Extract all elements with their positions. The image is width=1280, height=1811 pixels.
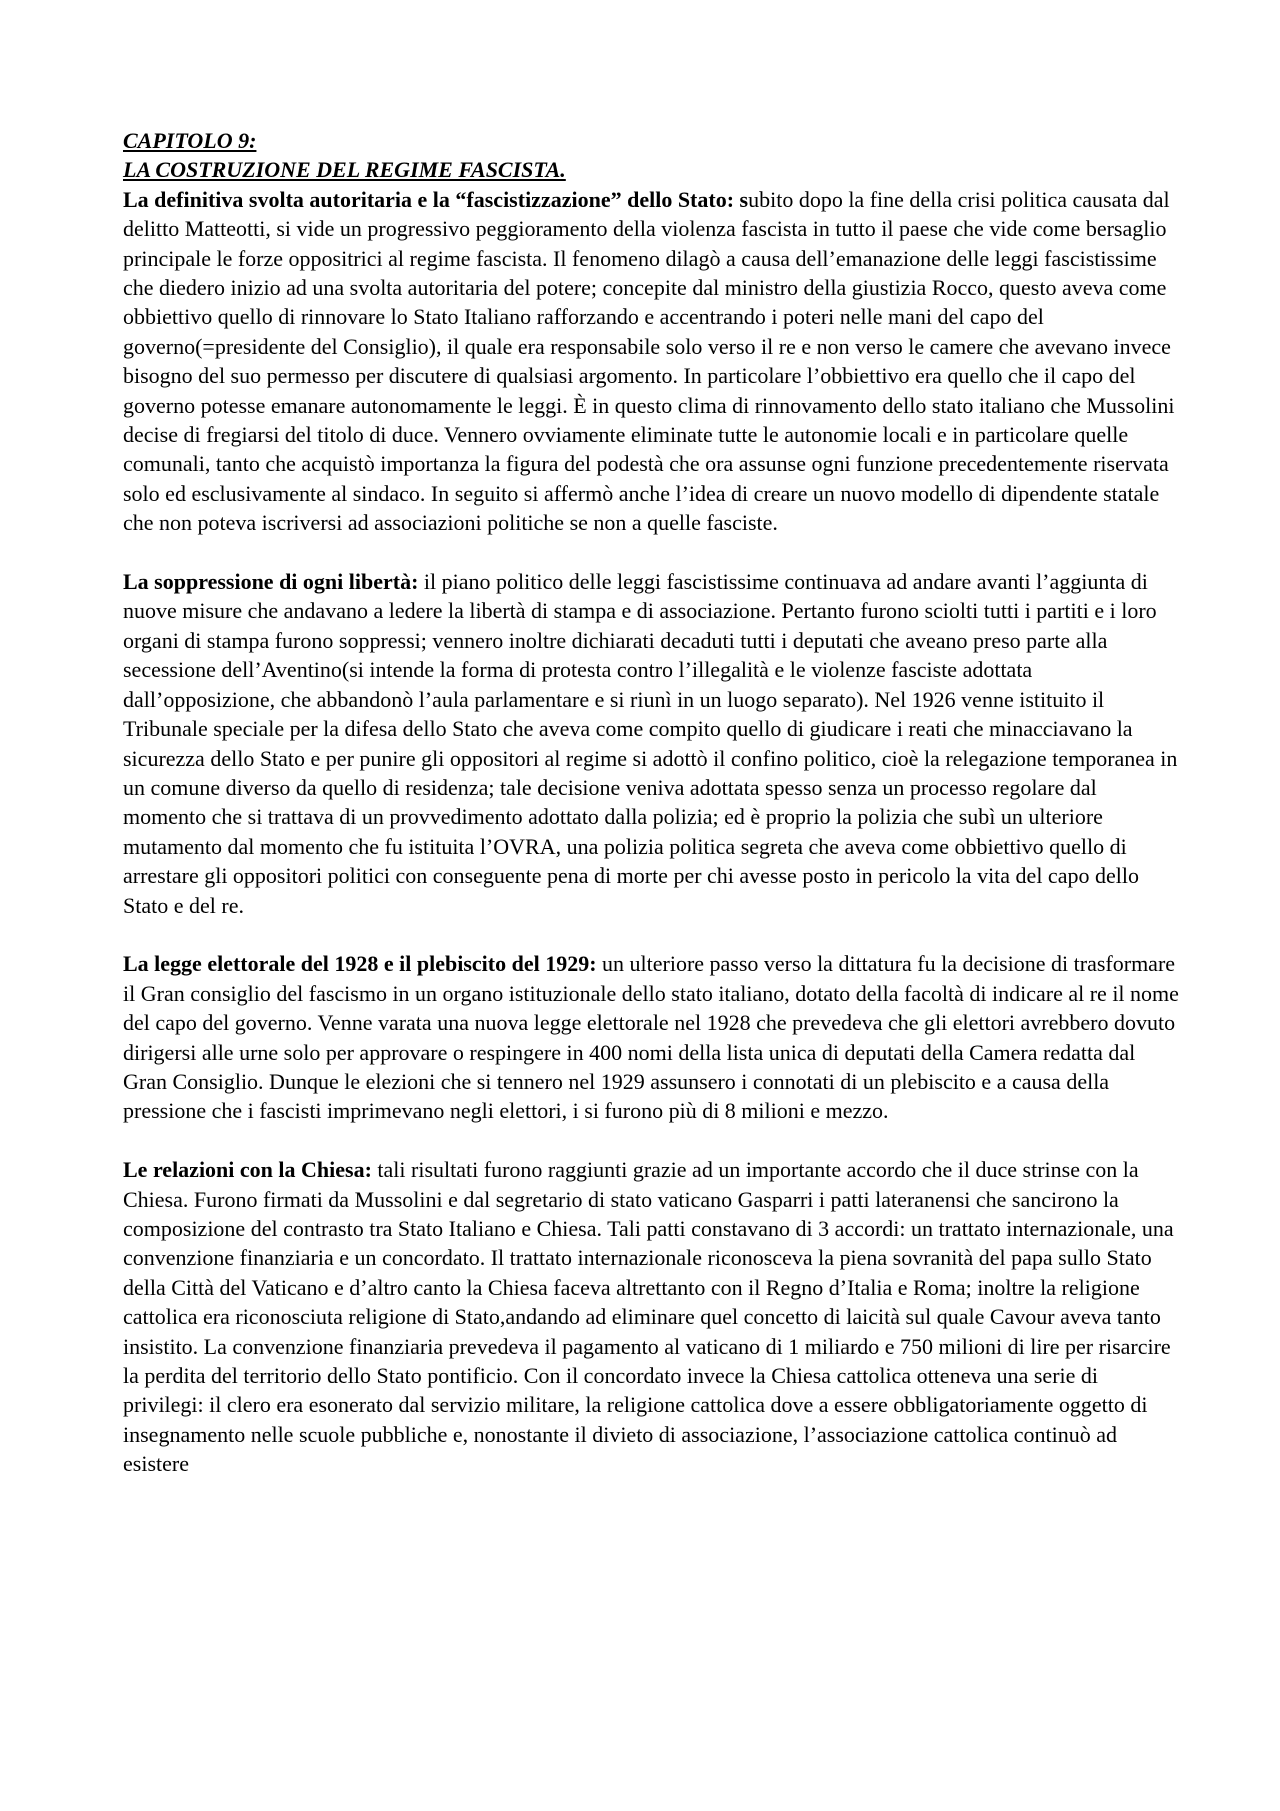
section-paragraph-2 (123, 567, 1183, 920)
chapter-number: CAPITOLO 9: (123, 128, 257, 153)
section-body-2: il piano politico delle leggi fascistissime continuava ad andare avanti l’aggiunta di nuove misure che andavano a ledere la libertà di stampa e di associazione. Pertanto furono sciolti tutti i partiti e i loro organi di stampa furono soppressi; vennero inoltre dichiarati decaduti tutti i deputati che aveano preso parte alla secessione dell’Aventino(si intende la forma di protesta contro l’illegalità e le violenze fasciste adottata dall’opposizione, che abbandonò l’aula parlamentare e si riunì in un luogo separato). Nel 1926 venne istituito il Tribunale speciale per la difesa dello Stato che aveva come compito quello di giudicare i reati che minacciavano la sicurezza dello Stato e per punire gli oppositori al regime si adottò il confino politico, cioè la relegazione temporanea in un comune diverso da quello di residenza; tale decisione veniva adottata spesso senza un processo regolare dal momento che si trattava di un provvedimento adottato dalla polizia; ed è proprio la polizia che subì un ulteriore mutamento dal momento che fu istituita l’OVRA, una polizia politica segreta che aveva come obbiettivo quello di arrestare gli oppositori politici con conseguente pena di morte per chi avesse posto in pericolo la vita del capo dello Stato e del re. (123, 569, 1178, 918)
section-paragraph-1 (123, 185, 1183, 538)
section-body-1: ubito dopo la fine della crisi politica causata dal delitto Matteotti, si vide un progressivo peggioramento della violenza fascista in tutto il paese che vide come bersaglio principale le forze oppositrici al regime fascista. Il fenomeno dilagò a causa dell’emanazione delle leggi fascistissime che diedero inizio ad una svolta autoritaria del potere; concepite dal ministro della giustizia Rocco, questo aveva come obbiettivo quello di rinnovare lo Stato Italiano rafforzando e accentrando i poteri nelle mani del capo del governo(=presidente del Consiglio), il quale era responsabile solo verso il re e non verso le camere che avevano invece bisogno del suo permesso per discutere di qualsiasi argomento. In particolare l’obbiettivo era quello che il capo del governo potesse emanare autonomamente le leggi. È in questo clima di rinnovamento dello stato italiano che Mussolini decise di fregiarsi del titolo di duce. Vennero ovviamente eliminate tutte le autonomie locali e in particolare quelle comunali, tanto che acquistò importanza la figura del podestà che ora assunse ogni funzione precedentemente riservata solo ed esclusivamente al sindaco. In seguito si affermò anche l’idea di creare un nuovo modello di dipendente statale che non poteva iscriversi ad associazioni politiche se non a quelle fasciste. (123, 186, 1175, 536)
section-heading-3: La legge elettorale del 1928 e il plebiscito del 1929: (123, 951, 597, 977)
paragraph-gap (123, 538, 1183, 567)
section-body-3: un ulteriore passo verso la dittatura fu la decisione di trasformare il Gran consiglio del fascismo in un organo istituzionale dello stato italiano, dotato della facoltà di indicare al re il nome del capo del governo. Venne varata una nuova legge elettorale nel 1928 che prevedeva che gli elettori avrebbero dovuto dirigersi alle urne solo per approvare o respingere in 400 nomi della lista unica di deputati della Camera redatta dal Gran Consiglio. Dunque le elezioni che si tennero nel 1929 assunsero i connotati di un plebiscito e a causa della pressione che i fascisti imprimevano negli elettori, i si furono più di 8 milioni e mezzo. (123, 951, 1179, 1124)
section-body-4: tali risultati furono raggiunti grazie ad un importante accordo che il duce strinse con la Chiesa. Furono firmati da Mussolini e dal segretario di stato vaticano Gasparri i patti lateranensi che sancirono la composizione del contrasto tra Stato Italiano e Chiesa. Tali patti constavano di 3 accordi: un trattato internazionale, una convenzione finanziaria e un concordato. Il trattato internazionale riconosceva la piena sovranità del papa sullo Stato della Città del Vaticano e d’altro canto la Chiesa faceva altrettanto con il Regno d’Italia e Roma; inoltre la religione cattolica era riconosciuta religione di Stato,andando ad eliminare quel concetto di laicità sul quale Cavour aveva tanto insistito. La convenzione finanziaria prevedeva il pagamento al vaticano di 1 miliardo e 750 milioni di lire per risarcire la perdita del territorio dello Stato pontificio. Con il concordato invece la Chiesa cattolica otteneva una serie di privilegi: il clero era esonerato dal servizio militare, la religione cattolica dove a essere obbligatoriamente oggetto di insegnamento nelle scuole pubbliche e, nonostante il divieto di associazione, l’associazione cattolica continuò ad esistere (123, 1157, 1174, 1477)
section-heading-4: Le relazioni con la Chiesa: (123, 1157, 372, 1183)
paragraph-gap (123, 920, 1183, 949)
paragraph-gap (123, 1126, 1183, 1155)
chapter-title: LA COSTRUZIONE DEL REGIME FASCISTA. (123, 157, 566, 183)
section-paragraph-3 (123, 949, 1183, 1125)
document-page (123, 126, 1183, 1479)
section-heading-1: La definitiva svolta autoritaria e la “fascistizzazione” dello Stato: s (123, 186, 749, 212)
section-paragraph-4 (123, 1155, 1183, 1478)
section-heading-2: La soppressione di ogni libertà: (123, 569, 419, 595)
